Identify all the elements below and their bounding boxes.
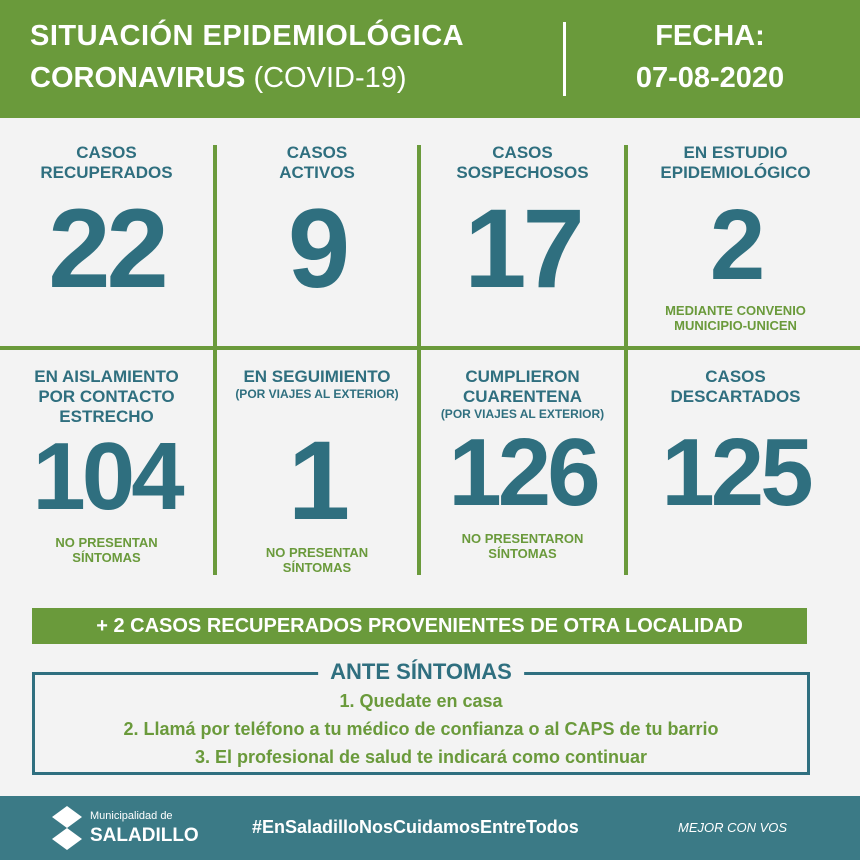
stat-label: SOSPECHOSOS: [456, 163, 589, 182]
symptoms-title: ANTE SÍNTOMAS: [318, 659, 524, 685]
symptoms-step: 2. Llamá por teléfono a tu médico de confianza o al CAPS de tu barrio: [123, 719, 719, 739]
stat-label: CASOS: [76, 143, 137, 162]
stat-label: ESTRECHO: [59, 407, 154, 426]
stat-sublabel: (POR VIAJES AL EXTERIOR): [235, 387, 399, 401]
stat-label: ACTIVOS: [279, 163, 355, 182]
stat-note: SÍNTOMAS: [488, 546, 557, 561]
header: [0, 0, 860, 118]
stat-aislamiento: [0, 367, 213, 565]
title-line-1: SITUACIÓN EPIDEMIOLÓGICA: [30, 20, 465, 52]
stat-label: EN SEGUIMIENTO: [243, 367, 391, 386]
date-label: FECHA:: [655, 20, 765, 52]
stat-label: CASOS: [705, 367, 766, 386]
stat-note: NO PRESENTARON: [461, 531, 584, 546]
stat-value: 9: [287, 186, 347, 311]
header-divider: [563, 22, 566, 96]
grid-divider-horizontal: [0, 346, 860, 350]
title-covid: (COVID-19): [253, 62, 407, 94]
stat-seguimiento: [217, 367, 417, 575]
slogan: MEJOR CON VOS: [678, 820, 788, 835]
symptoms-step: 3. El profesional de salud te indicará como continuar: [194, 747, 648, 767]
stat-cuarentena: [421, 367, 624, 561]
symptoms-box: [32, 659, 810, 775]
stat-note: SÍNTOMAS: [72, 550, 141, 565]
stat-value: 17: [464, 186, 581, 311]
stat-label: RECUPERADOS: [40, 163, 173, 182]
stat-label: EN AISLAMIENTO: [34, 367, 179, 386]
stat-value: 126: [448, 419, 597, 526]
stat-note: NO PRESENTAN: [265, 545, 369, 560]
stat-sospechosos: [421, 143, 624, 311]
symptoms-step: 1. Quedate en casa: [339, 691, 503, 711]
stat-value: 22: [48, 186, 165, 311]
title-coronavirus: CORONAVIRUS: [30, 62, 246, 94]
stat-sublabel: (POR VIAJES AL EXTERIOR): [440, 407, 605, 421]
stat-label: CASOS: [492, 143, 553, 162]
stat-label: DESCARTADOS: [670, 387, 801, 406]
stat-value: 125: [661, 419, 810, 526]
stat-label: POR CONTACTO: [38, 387, 175, 406]
stat-estudio: [628, 143, 843, 333]
stat-note: SÍNTOMAS: [282, 560, 352, 575]
saladillo-logo-icon: [52, 806, 82, 850]
stat-value: 2: [709, 189, 762, 301]
title-line-2: [30, 62, 407, 95]
recovered-other-banner: + 2 CASOS RECUPERADOS PROVENIENTES DE OTRA LOCALIDAD: [32, 608, 807, 644]
stat-value: 104: [32, 423, 181, 530]
stat-label: EPIDEMIOLÓGICO: [660, 163, 811, 182]
stat-label: CASOS: [286, 143, 348, 162]
stat-note: MUNICIPIO-UNICEN: [674, 318, 797, 333]
stat-note: NO PRESENTAN: [55, 535, 158, 550]
stat-label: CUARENTENA: [463, 387, 582, 406]
org-name: SALADILLO: [90, 825, 199, 846]
stat-descartados: [628, 367, 843, 526]
stat-label: CUMPLIERON: [465, 367, 580, 386]
hashtag: #EnSaladilloNosCuidamosEntreTodos: [252, 817, 579, 837]
org-small: Municipalidad de: [90, 810, 173, 822]
stat-activos: [217, 143, 417, 311]
stat-value: 1: [287, 418, 347, 543]
footer: [0, 796, 860, 860]
stat-note: MEDIANTE CONVENIO: [665, 303, 806, 318]
stat-label: EN ESTUDIO: [683, 143, 788, 162]
date-value: 07-08-2020: [635, 62, 785, 94]
stat-recuperados: [0, 143, 213, 311]
